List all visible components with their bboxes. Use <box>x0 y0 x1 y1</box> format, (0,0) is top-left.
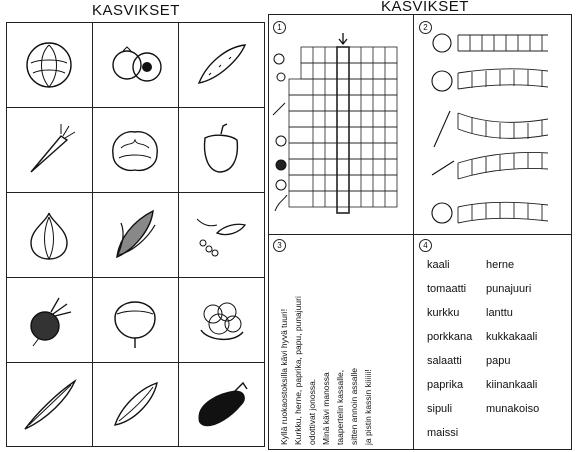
word-item: kaali <box>427 259 450 271</box>
cucumber-icon <box>178 22 264 107</box>
quadrant-number-2: 2 <box>419 21 432 34</box>
poem-line-1: Kyllä ruokaostoksilla kävi hyvä tuuri! <box>279 308 289 445</box>
exercise-sheet <box>268 14 572 450</box>
poem-line-7: ja pistin kassin kiiiiii! <box>363 369 373 445</box>
bean-pod-icon <box>92 362 178 447</box>
word-item: punajuuri <box>486 283 532 295</box>
word-item: porkkana <box>427 331 473 343</box>
vegetable-word-list <box>414 235 571 449</box>
word-item: tomaatti <box>427 283 467 295</box>
quadrant-number-1: 1 <box>273 21 286 34</box>
quadrant-number-4: 4 <box>419 239 432 252</box>
word-item: kukkakaali <box>486 331 538 343</box>
bell-pepper-icon <box>178 107 264 192</box>
word-item: papu <box>486 355 511 367</box>
crossword-puzzle <box>269 15 413 234</box>
poem-panel <box>269 235 413 449</box>
cabbage-icon <box>6 22 92 107</box>
poem-line-3: odottivat jonossa. <box>307 378 317 445</box>
carrot-icon <box>6 107 92 192</box>
word-item: lanttu <box>486 307 513 319</box>
word-item: sipuli <box>427 403 453 415</box>
beetroot-icon <box>6 277 92 362</box>
poem-line-4: Minä kävi manossa <box>321 372 331 445</box>
pea-pod-icon <box>178 192 264 277</box>
eggplant-icon <box>178 362 264 447</box>
word-item: kiinankaali <box>486 379 538 391</box>
right-page-title: KASVIKSET <box>381 0 469 15</box>
poem-line-2: Kurkku, herne, paprika, papu, punajuuri <box>293 296 303 445</box>
word-item: paprika <box>427 379 464 391</box>
onion-icon <box>6 192 92 277</box>
leek-leaf-icon <box>6 362 92 447</box>
tomato-icon <box>92 22 178 107</box>
poem-line-5: taapertelin kassalle, <box>335 369 345 445</box>
cauliflower-icon <box>178 277 264 362</box>
left-page-title: KASVIKSET <box>92 2 180 19</box>
word-track-puzzle <box>414 15 571 234</box>
corn-icon <box>92 192 178 277</box>
poem-line-6: sitten annoin assalle <box>349 367 359 445</box>
lettuce-icon <box>92 107 178 192</box>
word-item: maissi <box>427 427 459 439</box>
turnip-icon <box>92 277 178 362</box>
vegetable-picture-grid <box>6 22 265 447</box>
word-item: kurkku <box>427 307 460 319</box>
word-item: herne <box>486 259 515 271</box>
quadrant-number-3: 3 <box>273 239 286 252</box>
word-item: salaatti <box>427 355 462 367</box>
word-item: munakoiso <box>486 403 540 415</box>
